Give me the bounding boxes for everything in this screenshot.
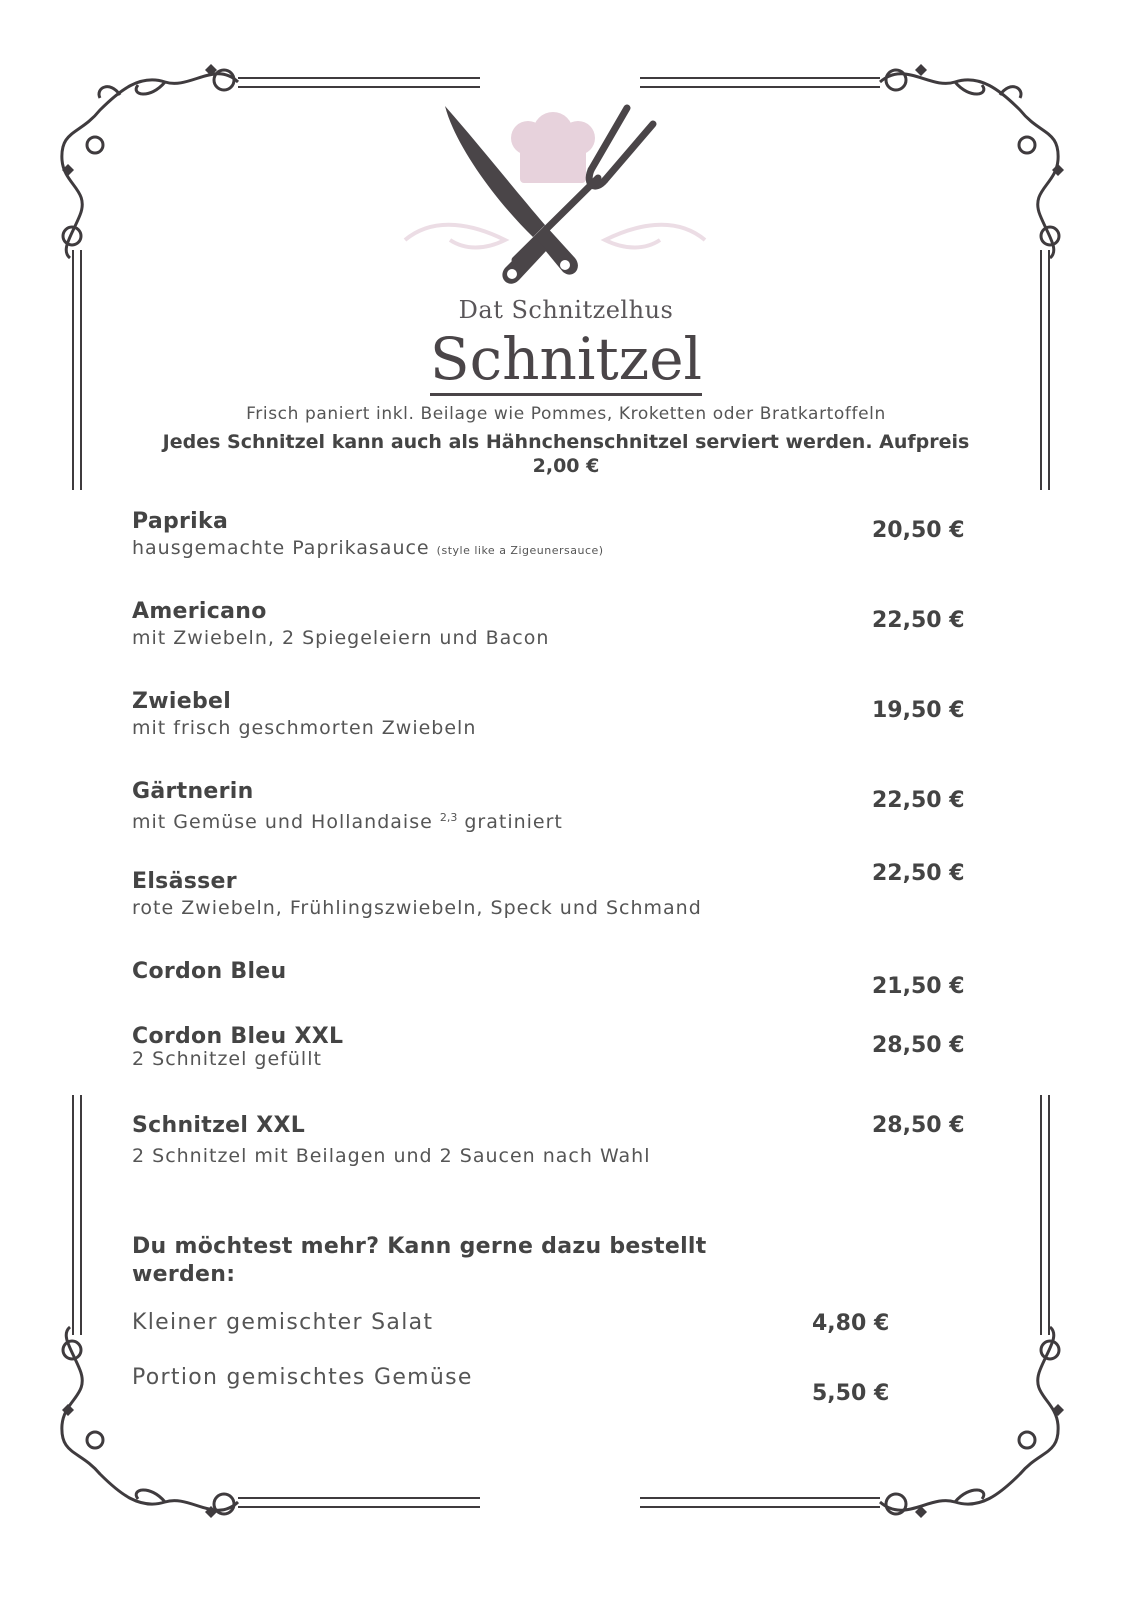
price-elsaesser: 22,50 € [872, 861, 965, 886]
logo-knife-fork-icon [395, 100, 715, 300]
extras-heading [132, 1233, 812, 1289]
page-title [0, 326, 1132, 392]
menu-item-americano [132, 598, 832, 650]
item-name: Americano [132, 599, 267, 624]
allergen-sup: 2,3 [439, 811, 458, 824]
menu-item-cordon-bleu [132, 958, 832, 986]
item-name: Paprika [132, 509, 229, 534]
item-desc: mit frisch geschmorten Zwiebeln [132, 717, 477, 739]
fork-handle [502, 238, 547, 284]
menu-item-paprika [132, 508, 832, 563]
item-desc-a: mit Gemüse und Hollandaise [132, 811, 440, 833]
price-gaertnerin: 22,50 € [872, 788, 965, 813]
chicken-surcharge-note [90, 430, 1042, 478]
item-desc-text: hausgemachte Paprikasauce [132, 537, 437, 559]
price-cordon-bleu-xxl: 28,50 € [872, 1033, 965, 1058]
price-gemuese: 5,50 € [812, 1381, 890, 1406]
item-desc-b: gratiniert [457, 811, 563, 833]
extras-heading-line-2: werden: [132, 1262, 236, 1287]
menu-item-gaertnerin [132, 778, 832, 834]
menu-item-elsaesser [132, 868, 832, 920]
item-desc: mit Zwiebeln, 2 Spiegeleiern und Bacon [132, 627, 550, 649]
price-paprika: 20,50 € [872, 518, 965, 543]
price-salat: 4,80 € [812, 1311, 890, 1336]
item-desc [132, 536, 832, 563]
price-cordon-bleu: 21,50 € [872, 974, 965, 999]
item-desc: 2 Schnitzel gefüllt [132, 1048, 322, 1070]
menu-item-zwiebel [132, 688, 832, 740]
item-name: Elsässer [132, 869, 237, 894]
item-name: Cordon Bleu XXL [132, 1024, 344, 1049]
note-line-1: Jedes Schnitzel kann auch als Hähnchenschnitzel serviert werden. Aufpreis [162, 431, 970, 453]
item-desc [132, 806, 832, 834]
item-desc: rote Zwiebeln, Frühlingszwiebeln, Speck und Schmand [132, 897, 702, 919]
price-americano: 22,50 € [872, 608, 965, 633]
item-desc-small: (style like a Zigeunersauce) [436, 544, 604, 557]
price-zwiebel: 19,50 € [872, 698, 965, 723]
item-desc: 2 Schnitzel mit Beilagen und 2 Saucen nach Wahl [132, 1145, 651, 1167]
chef-hat-icon [511, 112, 595, 183]
item-name: Gärtnerin [132, 779, 254, 804]
subtitle: Frisch paniert inkl. Beilage wie Pommes, Kroketten oder Bratkartoffeln [246, 404, 886, 424]
menu-item-cordon-bleu-xxl [132, 1025, 832, 1069]
title-text: Schnitzel [430, 325, 702, 396]
item-name: Zwiebel [132, 689, 232, 714]
note-line-2: 2,00 € [532, 455, 600, 477]
menu-item-schnitzel-xxl [132, 1112, 832, 1168]
extra-item-gemuese: Portion gemischtes Gemüse [132, 1365, 473, 1390]
extras-heading-line-1: Du möchtest mehr? Kann gerne dazu bestellt [132, 1234, 707, 1259]
price-schnitzel-xxl: 28,50 € [872, 1113, 965, 1138]
brand-name: Dat Schnitzelhus [458, 296, 674, 324]
extra-item-salat: Kleiner gemischter Salat [132, 1310, 434, 1335]
item-name: Cordon Bleu [132, 959, 287, 984]
item-name: Schnitzel XXL [132, 1113, 306, 1138]
